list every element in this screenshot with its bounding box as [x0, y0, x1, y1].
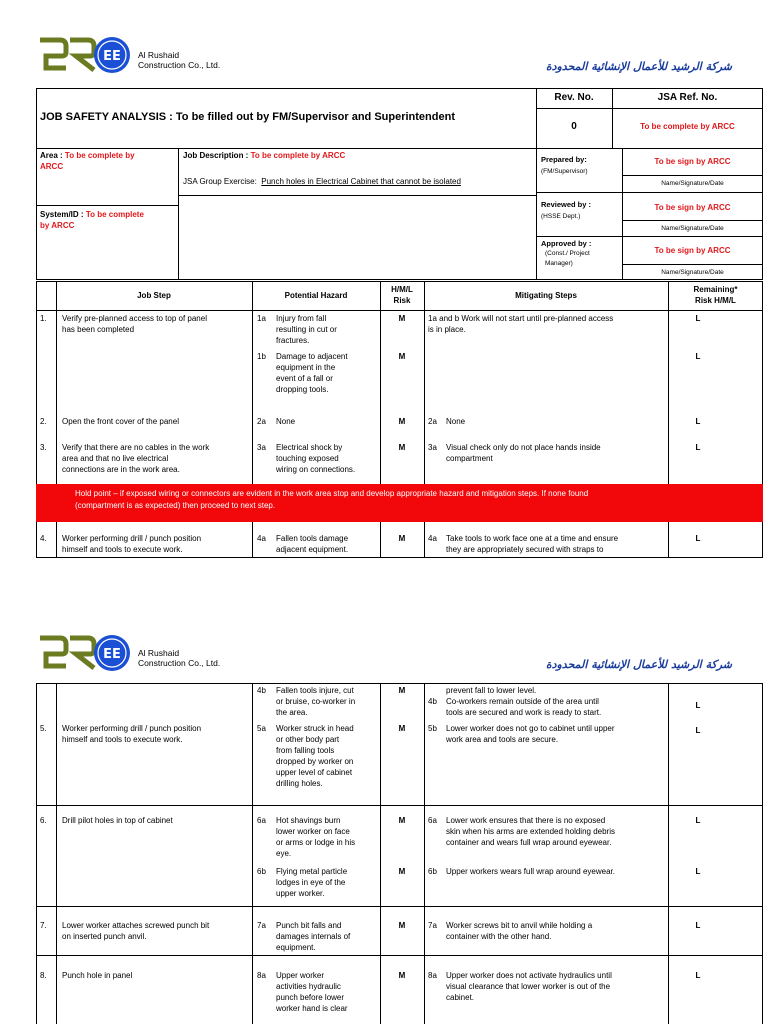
reviewed-by-label: Reviewed by : [541, 200, 592, 209]
row-8-code: 8a [257, 971, 266, 980]
row-8-mit-code: 8a [428, 971, 437, 980]
row-4-risk: M [398, 534, 406, 543]
row-3-code: 3a [257, 443, 266, 452]
row-2-mitigation: None [446, 417, 466, 426]
row-1a-hazard: Injury from fall resulting in cut or fractures. [276, 314, 337, 345]
row-4b-code: 4b [257, 686, 266, 695]
row-6b-remaining: L [695, 867, 701, 876]
row-5-number: 5. [40, 724, 47, 733]
row-4b-remaining: L [695, 701, 701, 710]
row-8-step: Punch hole in panel [62, 971, 133, 980]
row-1b-hazard: Damage to adjacent equipment in the event of a fall or dropping tools. [276, 352, 348, 394]
system-id-field: System/ID : To be complete by ARCC [40, 210, 144, 230]
page-2 [0, 615, 768, 1024]
row-3-risk: M [398, 443, 406, 452]
row-2-step: Open the front cover of the panel [62, 417, 179, 426]
row-3-mitigation: Visual check only do not place hands inside compartment [446, 443, 601, 463]
row-4b-risk: M [398, 686, 406, 695]
row-8-number: 8. [40, 971, 47, 980]
group-exercise: JSA Group Exercise: Punch holes in Electrical Cabinet that cannot be isolated [183, 177, 461, 186]
row-7-mit-code: 7a [428, 921, 437, 930]
company-name: Al Rushaid Construction Co., Ltd. [138, 648, 221, 668]
ref-value: To be complete by ARCC [640, 122, 735, 131]
row-7-remaining: L [695, 921, 701, 930]
row-1b-risk: M [398, 352, 406, 361]
approved-by-label: Approved by : [541, 239, 592, 248]
row-4-mitigation: Take tools to work face one at a time and ensure they are appropriately secured with straps to [446, 534, 619, 554]
col-hml-risk: H/M/L Risk [391, 285, 413, 305]
approved-sign: To be sign by ARCC [654, 246, 731, 255]
area-field: Area : To be complete by ARCC [40, 151, 135, 171]
row-2-risk: M [398, 417, 406, 426]
row-7-code: 7a [257, 921, 266, 930]
row-3-step: Verify that there are no cables in the work area and that no live electrical connections are in the work area. [62, 443, 210, 474]
company-logo-icon [36, 632, 131, 674]
row-4-hazard: Fallen tools damage adjacent equipment. [276, 534, 349, 554]
row-6a-remaining: L [695, 816, 701, 825]
row-6a-hazard: Hot shavings burn lower worker on face or arms or lodge in his eye. [276, 816, 356, 858]
row-7-mitigation: Worker screws bit to anvil while holding a container with the other hand. [446, 921, 593, 941]
row-8-remaining: L [695, 971, 701, 980]
col-remaining-risk: Remaining* Risk H/M/L [693, 285, 738, 305]
company-name: Al Rushaid Construction Co., Ltd. [138, 50, 221, 70]
row-1a-risk: M [398, 314, 406, 323]
row-1-number: 1. [40, 314, 47, 323]
row-5-code: 5a [257, 724, 266, 733]
row-1-mitigation: 1a and b Work will not start until pre-planned access is in place. [428, 314, 614, 334]
row-2-number: 2. [40, 417, 47, 426]
row-8-mitigation: Upper worker does not activate hydraulics until visual clearance that lower worker is out of the cabinet. [446, 971, 612, 1002]
row-6a-mitigation: Lower work ensures that there is no exposed skin when his arms are extended holding debris container and wears full wrap around eyewear. [446, 816, 615, 847]
row-2-code: 2a [257, 417, 266, 426]
row-5-remaining: L [695, 726, 701, 735]
arabic-company-name: شركة الرشيد للأعمال الإنشائية المحدودة [545, 60, 732, 73]
row-4-mit-code: 4a [428, 534, 437, 543]
ref-label: JSA Ref. No. [657, 92, 718, 103]
reviewed-sign: To be sign by ARCC [654, 203, 731, 212]
company-logo-icon [36, 34, 131, 76]
row-4b-mitigation: Co-workers remain outside of the area until tools are secured and work is ready to start. [446, 697, 602, 717]
hold-point-banner: Hold point – if exposed wiring or connectors are evident in the work area stop and develop appropriate hazard and mitigation steps. If none found (compartment is as expected) then proceed to next step. [36, 484, 763, 522]
row-6b-mitigation: Upper workers wears full wrap around eyewear. [446, 867, 615, 876]
approved-name-sig-date: Name/Signature/Date [661, 269, 724, 276]
row-6a-code: 6a [257, 816, 266, 825]
approved-by-sub: (Const./ Project Manager) [545, 250, 590, 267]
row-3-mit-code: 3a [428, 443, 437, 452]
prepared-by-sub: (FM/Supervisor) [541, 168, 588, 175]
row-6a-mit-code: 6a [428, 816, 437, 825]
row-7-hazard: Punch bit falls and damages internals of equipment. [276, 921, 351, 952]
row-7-step: Lower worker attaches screwed punch bit on inserted punch anvil. [62, 921, 210, 941]
row-6b-code: 6b [257, 867, 266, 876]
row-5-risk: M [398, 724, 406, 733]
row-8-risk: M [398, 971, 406, 980]
rev-label: Rev. No. [554, 92, 594, 103]
job-description: Job Description : To be complete by ARCC [183, 151, 346, 160]
row-5-mitigation: Lower worker does not go to cabinet until upper work area and tools are secure. [446, 724, 615, 744]
row-6b-mit-code: 6b [428, 867, 437, 876]
row-4b-hazard: Fallen tools injure, cut or bruise, co-worker in the area. [276, 686, 356, 717]
prepared-by-label: Prepared by: [541, 155, 587, 164]
row-1-step: Verify pre-planned access to top of panel has been completed [62, 314, 207, 334]
svg-text:EE: EE [103, 647, 121, 662]
row-3-number: 3. [40, 443, 47, 452]
reviewed-name-sig-date: Name/Signature/Date [661, 225, 724, 232]
row-5-step: Worker performing drill / punch position himself and tools to execute work. [62, 724, 202, 744]
row-4-number: 4. [40, 534, 47, 543]
row-6-step: Drill pilot holes in top of cabinet [62, 816, 173, 825]
col-mitigating-steps: Mitigating Steps [515, 291, 577, 300]
row-4-mitigation-cont: prevent fall to lower level. [446, 686, 537, 695]
row-3-hazard: Electrical shock by touching exposed wiring on connections. [276, 443, 356, 474]
row-4-remaining: L [695, 534, 701, 543]
row-6a-risk: M [398, 816, 406, 825]
row-8-hazard: Upper worker activities hydraulic punch before lower worker hand is clear [276, 971, 348, 1013]
row-2-hazard: None [276, 417, 296, 426]
prepared-sign: To be sign by ARCC [654, 157, 731, 166]
row-4-step: Worker performing drill / punch position himself and tools to execute work. [62, 534, 202, 554]
row-4b-mit-code: 4b [428, 697, 437, 706]
row-2-mit-code: 2a [428, 417, 437, 426]
prepared-name-sig-date: Name/Signature/Date [661, 180, 724, 187]
jsa-title: JOB SAFETY ANALYSIS : To be filled out by FM/Supervisor and Superintendent [40, 111, 455, 123]
row-6-number: 6. [40, 816, 47, 825]
row-6b-hazard: Flying metal particle lodges in eye of the upper worker. [276, 867, 348, 898]
row-5-mit-code: 5b [428, 724, 437, 733]
row-5-hazard: Worker struck in head or other body part from falling tools dropped by worker on upper level of cabinet drilling holes. [276, 724, 354, 788]
col-job-step: Job Step [137, 291, 171, 300]
row-3-remaining: L [695, 443, 701, 452]
row-6b-risk: M [398, 867, 406, 876]
rev-value: 0 [571, 121, 577, 132]
row-7-number: 7. [40, 921, 47, 930]
col-potential-hazard: Potential Hazard [284, 291, 348, 300]
row-2-remaining: L [695, 417, 701, 426]
svg-text:EE: EE [103, 49, 121, 64]
row-1a-code: 1a [257, 314, 266, 323]
arabic-company-name: شركة الرشيد للأعمال الإنشائية المحدودة [545, 658, 732, 671]
row-1a-remaining: L [695, 314, 701, 323]
row-4-code: 4a [257, 534, 266, 543]
row-7-risk: M [398, 921, 406, 930]
row-1b-code: 1b [257, 352, 266, 361]
row-1b-remaining: L [695, 352, 701, 361]
reviewed-by-sub: (HSSE Dept.) [541, 213, 581, 220]
